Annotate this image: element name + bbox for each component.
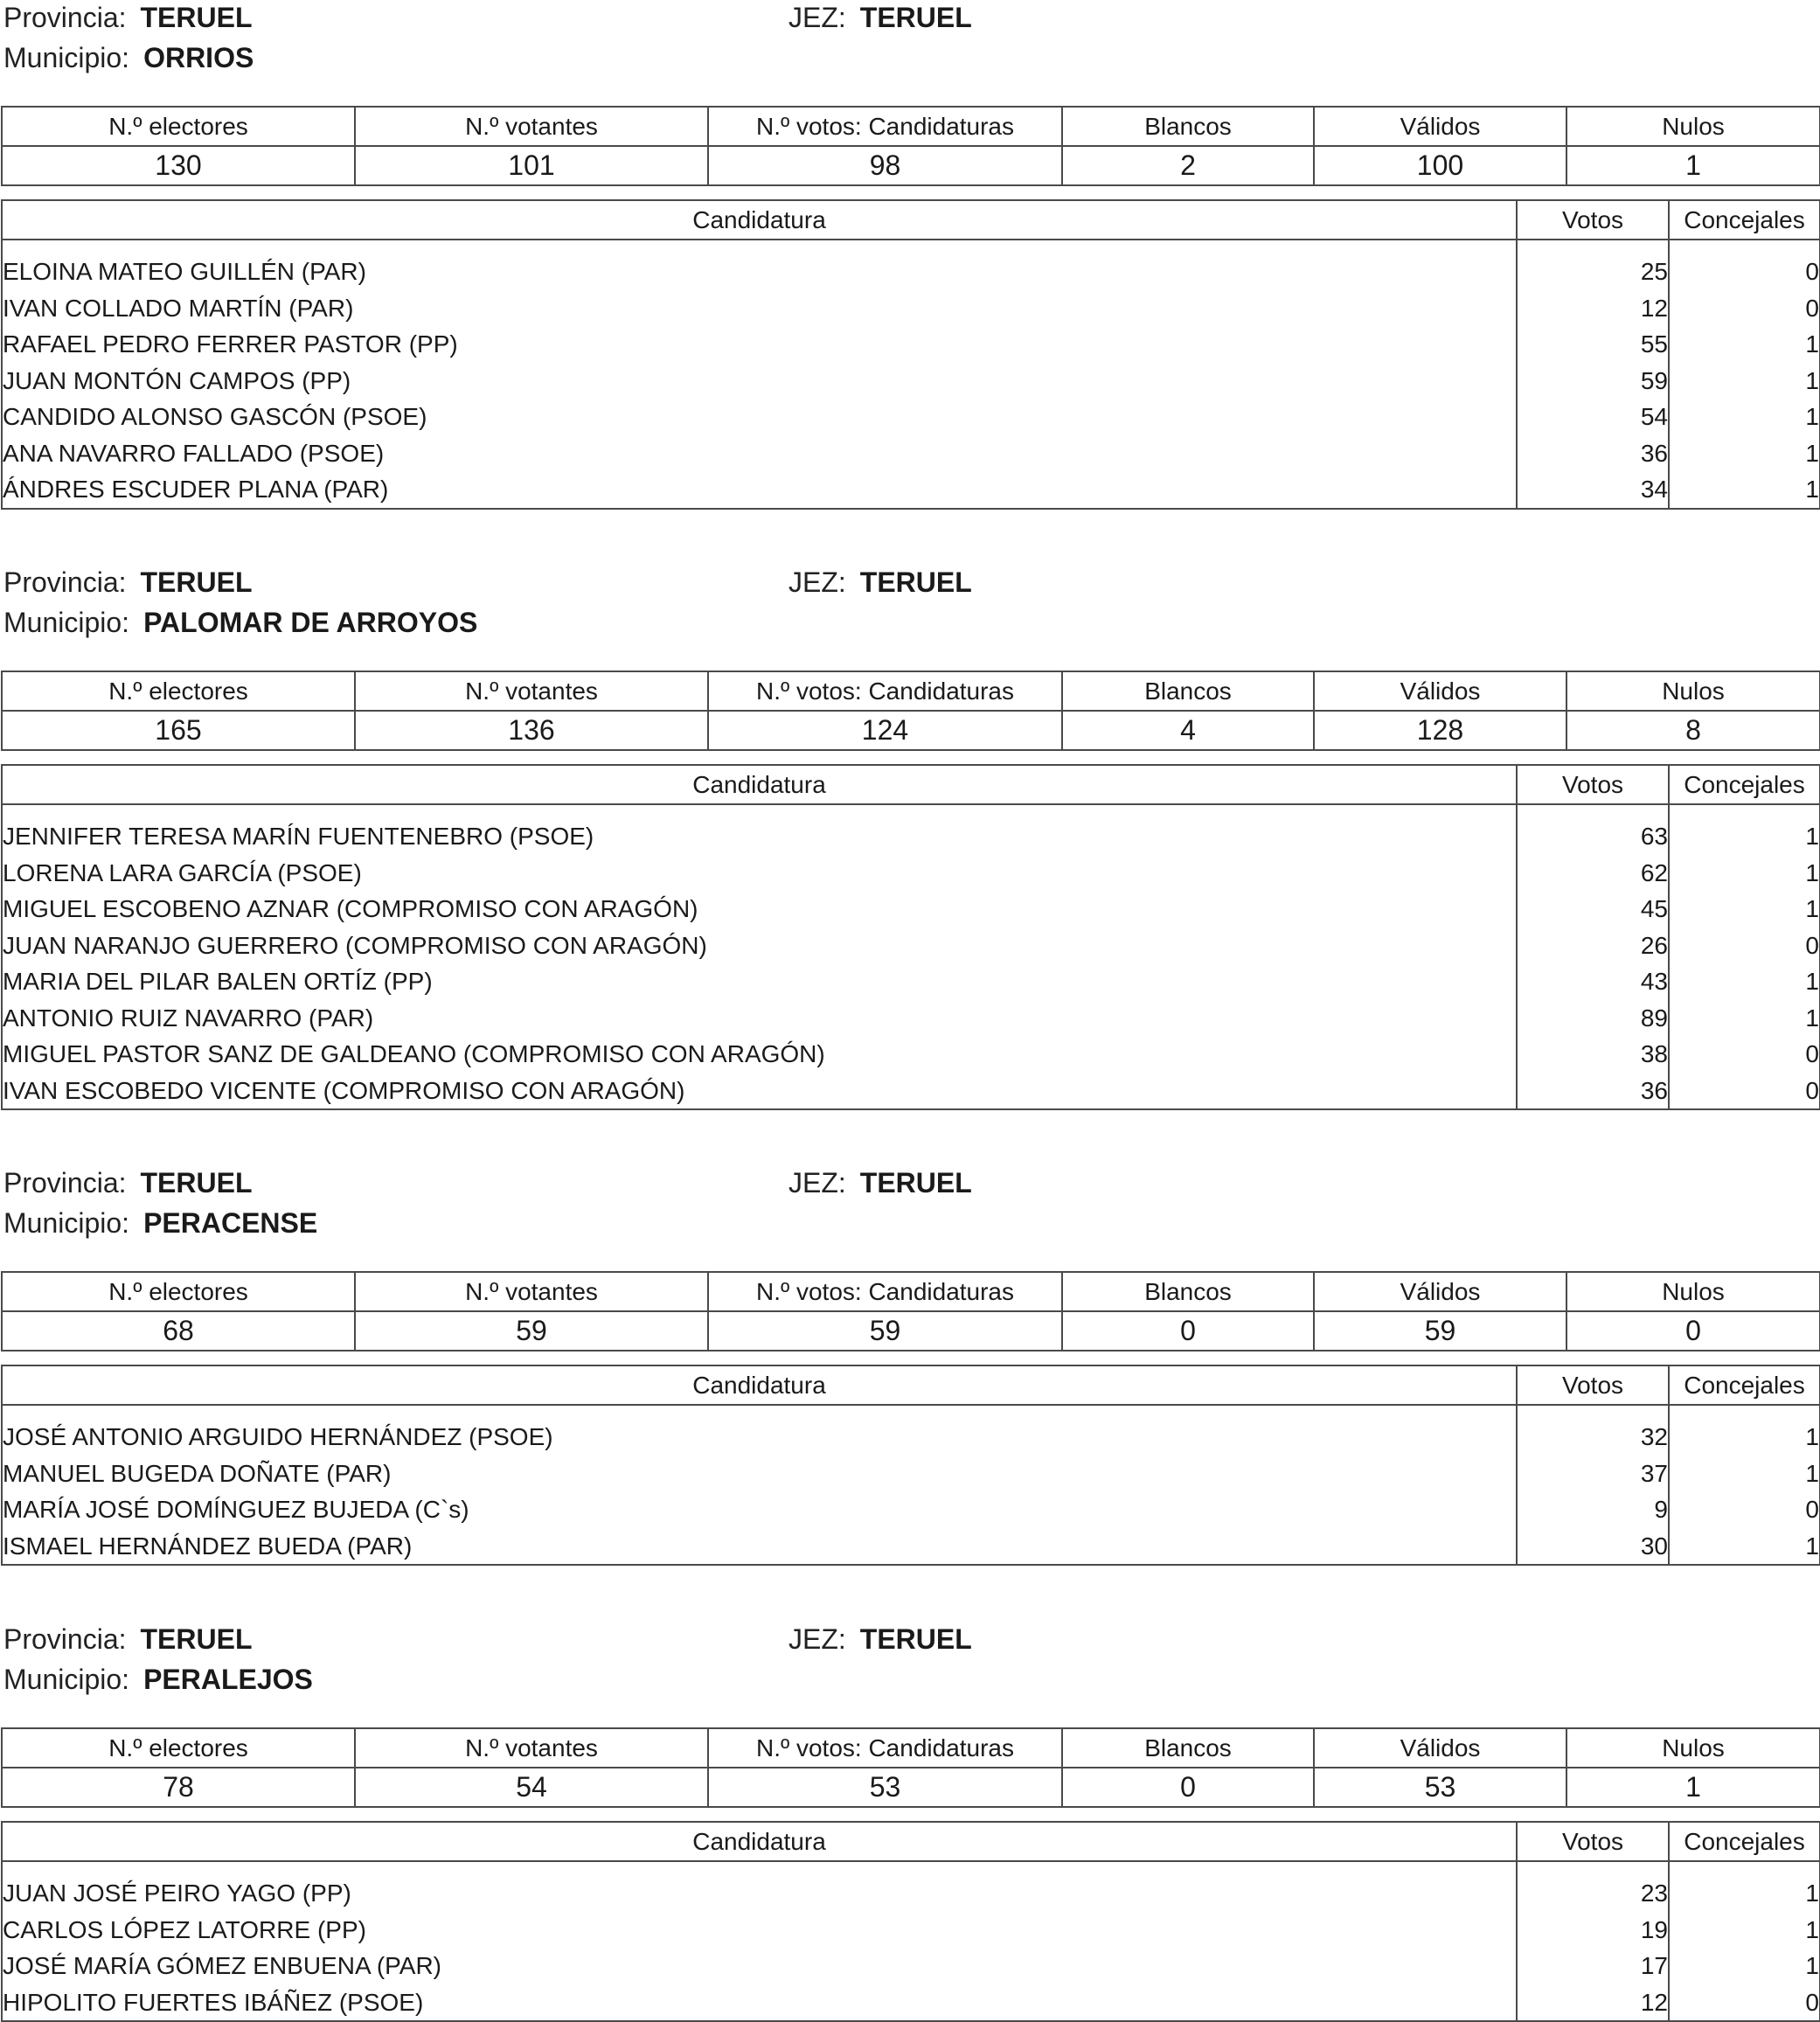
stats-header-nulos: Nulos	[1566, 1728, 1820, 1768]
candidato-row	[2, 1984, 1820, 2022]
candidato-row	[2, 1948, 1820, 1984]
candidato-votos: 12	[1517, 290, 1669, 327]
municipio-line	[3, 605, 477, 640]
candidato-concejales: 1	[1669, 963, 1820, 1000]
candidato-votos: 62	[1517, 855, 1669, 892]
candidato-concejales: 1	[1669, 363, 1820, 400]
candidato-concejales: 1	[1669, 326, 1820, 363]
stats-header-validos: Válidos	[1314, 107, 1566, 146]
candidato-concejales: 0	[1669, 1984, 1820, 2022]
provincia-label: Provincia:	[3, 566, 127, 598]
stats-table	[1, 671, 1820, 751]
stats-value-row	[2, 711, 1820, 750]
stats-nulos: 1	[1566, 146, 1820, 185]
candidato-nombre: MIGUEL ESCOBENO AZNAR (COMPROMISO CON ARAGÓN)	[3, 895, 698, 922]
municipio-value: PALOMAR DE ARROYOS	[143, 607, 478, 638]
jez-label: JEZ:	[788, 1167, 846, 1199]
candidato-concejales: 1	[1669, 855, 1820, 892]
candidato-concejales: 0	[1669, 1036, 1820, 1073]
candidato-row	[2, 1875, 1820, 1912]
municipio-line	[3, 1662, 313, 1697]
candidato-row	[2, 254, 1820, 290]
candidato-votos: 36	[1517, 1073, 1669, 1110]
candidatos-table	[1, 764, 1820, 1110]
stats-electores: 130	[2, 146, 355, 185]
candidato-concejales: 0	[1669, 1491, 1820, 1528]
candidatos-rows	[2, 818, 1820, 1109]
candidato-row	[2, 471, 1820, 509]
stats-nulos: 1	[1566, 1768, 1820, 1807]
candidato-concejales: 1	[1669, 399, 1820, 435]
candidato-concejales: 1	[1669, 1948, 1820, 1984]
header-concejales: Concejales	[1669, 765, 1820, 804]
municipio-line	[3, 1206, 317, 1240]
candidato-votos: 17	[1517, 1948, 1669, 1984]
candidato-row	[2, 290, 1820, 327]
candidato-nombre: JUAN JOSÉ PEIRO YAGO (PP)	[3, 1880, 351, 1907]
candidato-nombre: IVAN COLLADO MARTÍN (PAR)	[3, 294, 354, 322]
jez-line	[788, 1165, 972, 1200]
jez-line	[788, 565, 972, 600]
candidato-votos: 25	[1517, 254, 1669, 290]
header-votos: Votos	[1517, 200, 1669, 240]
candidato-nombre: ELOINA MATEO GUILLÉN (PAR)	[3, 258, 366, 285]
stats-header-votantes: N.º votantes	[355, 671, 708, 711]
stats-votantes: 54	[355, 1768, 708, 1807]
header-votos: Votos	[1517, 1822, 1669, 1861]
provincia-line	[3, 1622, 253, 1657]
candidato-nombre: ISMAEL HERNÁNDEZ BUEDA (PAR)	[3, 1532, 413, 1560]
provincia-line	[3, 565, 253, 600]
candidato-nombre: IVAN ESCOBEDO VICENTE (COMPROMISO CON ARAGÓN)	[3, 1076, 685, 1104]
candidato-votos: 38	[1517, 1036, 1669, 1073]
candidato-votos: 9	[1517, 1491, 1669, 1528]
stats-blancos: 4	[1062, 711, 1314, 750]
stats-blancos: 2	[1062, 146, 1314, 185]
candidato-votos: 36	[1517, 435, 1669, 472]
municipio-value: ORRIOS	[143, 42, 254, 73]
candidato-row	[2, 928, 1820, 964]
candidato-nombre: ANTONIO RUIZ NAVARRO (PAR)	[3, 1004, 374, 1032]
candidatos-table	[1, 1365, 1820, 1566]
candidato-nombre: HIPOLITO FUERTES IBÁÑEZ (PSOE)	[3, 1988, 424, 2016]
candidato-nombre: JUAN NARANJO GUERRERO (COMPROMISO CON ARAGÓN)	[3, 931, 707, 959]
stats-header-validos: Válidos	[1314, 1272, 1566, 1311]
stats-value-row	[2, 1311, 1820, 1351]
spacer-row	[2, 240, 1820, 254]
municipio-label: Municipio:	[3, 42, 130, 73]
stats-votos-candidaturas: 124	[708, 711, 1062, 750]
candidatos-header-row	[2, 765, 1820, 804]
candidato-nombre: MARIA DEL PILAR BALEN ORTÍZ (PP)	[3, 968, 433, 995]
header-candidatura: Candidatura	[2, 1365, 1517, 1405]
municipio-line	[3, 40, 254, 75]
stats-votantes: 136	[355, 711, 708, 750]
jez-value: TERUEL	[859, 1623, 972, 1655]
jez-line	[788, 0, 972, 35]
provincia-label: Provincia:	[3, 1623, 127, 1655]
candidato-votos: 37	[1517, 1456, 1669, 1492]
candidatos-table	[1, 1821, 1820, 2022]
candidatos-header-row	[2, 200, 1820, 240]
candidato-row	[2, 1073, 1820, 1110]
header-candidatura: Candidatura	[2, 200, 1517, 240]
municipio-label: Municipio:	[3, 1207, 130, 1239]
candidato-row	[2, 435, 1820, 472]
stats-header-blancos: Blancos	[1062, 1728, 1314, 1768]
candidato-row	[2, 1491, 1820, 1528]
stats-votos-candidaturas: 59	[708, 1311, 1062, 1351]
stats-header-electores: N.º electores	[2, 107, 355, 146]
candidato-concejales: 0	[1669, 254, 1820, 290]
header-concejales: Concejales	[1669, 1822, 1820, 1861]
candidato-votos: 12	[1517, 1984, 1669, 2022]
candidatos-header-row	[2, 1822, 1820, 1861]
stats-header-electores: N.º electores	[2, 1728, 355, 1768]
candidato-concejales: 0	[1669, 928, 1820, 964]
stats-header-votantes: N.º votantes	[355, 1272, 708, 1311]
candidato-nombre: JOSÉ ANTONIO ARGUIDO HERNÁNDEZ (PSOE)	[3, 1423, 553, 1450]
candidato-concejales: 1	[1669, 1528, 1820, 1566]
candidato-row	[2, 818, 1820, 855]
stats-validos: 53	[1314, 1768, 1566, 1807]
candidato-concejales: 1	[1669, 1419, 1820, 1456]
stats-header-row	[2, 107, 1820, 146]
candidato-votos: 45	[1517, 891, 1669, 928]
candidato-concejales: 1	[1669, 471, 1820, 509]
provincia-value: TERUEL	[140, 1623, 253, 1655]
candidato-votos: 30	[1517, 1528, 1669, 1566]
header-candidatura: Candidatura	[2, 1822, 1517, 1861]
candidato-concejales: 1	[1669, 1456, 1820, 1492]
provincia-value: TERUEL	[140, 2, 253, 33]
jez-line	[788, 1622, 972, 1657]
municipio-value: PERALEJOS	[143, 1664, 313, 1695]
stats-value-row	[2, 1768, 1820, 1807]
candidato-votos: 89	[1517, 1000, 1669, 1037]
candidatos-rows	[2, 1419, 1820, 1565]
stats-blancos: 0	[1062, 1311, 1314, 1351]
spacer-row	[2, 804, 1820, 818]
candidato-row	[2, 963, 1820, 1000]
stats-electores: 68	[2, 1311, 355, 1351]
stats-header-votantes: N.º votantes	[355, 1728, 708, 1768]
candidato-nombre: MIGUEL PASTOR SANZ DE GALDEANO (COMPROMISO CON ARAGÓN)	[3, 1040, 825, 1067]
provincia-label: Provincia:	[3, 1167, 127, 1199]
stats-validos: 128	[1314, 711, 1566, 750]
candidato-votos: 55	[1517, 326, 1669, 363]
candidato-votos: 43	[1517, 963, 1669, 1000]
candidatos-table	[1, 199, 1820, 510]
candidato-row	[2, 1000, 1820, 1037]
stats-validos: 59	[1314, 1311, 1566, 1351]
stats-header-blancos: Blancos	[1062, 107, 1314, 146]
jez-value: TERUEL	[859, 566, 972, 598]
candidato-row	[2, 1912, 1820, 1949]
candidato-nombre: JUAN MONTÓN CAMPOS (PP)	[3, 366, 351, 394]
stats-header-blancos: Blancos	[1062, 1272, 1314, 1311]
stats-header-votos-candidaturas: N.º votos: Candidaturas	[708, 107, 1062, 146]
stats-header-row	[2, 671, 1820, 711]
jez-label: JEZ:	[788, 566, 846, 598]
header-concejales: Concejales	[1669, 200, 1820, 240]
candidato-nombre: JOSÉ MARÍA GÓMEZ ENBUENA (PAR)	[3, 1952, 442, 1979]
candidato-votos: 23	[1517, 1875, 1669, 1912]
stats-header-row	[2, 1272, 1820, 1311]
jez-label: JEZ:	[788, 1623, 846, 1655]
candidato-row	[2, 1419, 1820, 1456]
candidato-concejales: 1	[1669, 1875, 1820, 1912]
candidato-concejales: 1	[1669, 435, 1820, 472]
candidato-votos: 59	[1517, 363, 1669, 400]
municipio-label: Municipio:	[3, 607, 130, 638]
header-votos: Votos	[1517, 765, 1669, 804]
candidato-nombre: CARLOS LÓPEZ LATORRE (PP)	[3, 1915, 366, 1943]
stats-header-votos-candidaturas: N.º votos: Candidaturas	[708, 1728, 1062, 1768]
candidato-votos: 19	[1517, 1912, 1669, 1949]
stats-electores: 78	[2, 1768, 355, 1807]
candidato-concejales: 1	[1669, 818, 1820, 855]
stats-nulos: 8	[1566, 711, 1820, 750]
candidato-row	[2, 1036, 1820, 1073]
candidato-nombre: RAFAEL PEDRO FERRER PASTOR (PP)	[3, 330, 458, 358]
stats-votos-candidaturas: 98	[708, 146, 1062, 185]
provincia-line	[3, 1165, 253, 1200]
stats-header-nulos: Nulos	[1566, 107, 1820, 146]
stats-header-blancos: Blancos	[1062, 671, 1314, 711]
header-votos: Votos	[1517, 1365, 1669, 1405]
stats-electores: 165	[2, 711, 355, 750]
stats-table	[1, 106, 1820, 186]
stats-header-nulos: Nulos	[1566, 1272, 1820, 1311]
stats-table	[1, 1727, 1820, 1808]
stats-value-row	[2, 146, 1820, 185]
provincia-line	[3, 0, 253, 35]
candidato-concejales: 0	[1669, 1073, 1820, 1110]
provincia-value: TERUEL	[140, 566, 253, 598]
candidato-votos: 63	[1517, 818, 1669, 855]
jez-value: TERUEL	[859, 1167, 972, 1199]
candidato-row	[2, 1456, 1820, 1492]
candidato-nombre: CANDIDO ALONSO GASCÓN (PSOE)	[3, 403, 427, 430]
stats-votos-candidaturas: 53	[708, 1768, 1062, 1807]
jez-label: JEZ:	[788, 2, 846, 33]
stats-header-votos-candidaturas: N.º votos: Candidaturas	[708, 1272, 1062, 1311]
candidato-nombre: ANA NAVARRO FALLADO (PSOE)	[3, 439, 385, 467]
candidato-votos: 54	[1517, 399, 1669, 435]
municipio-label: Municipio:	[3, 1664, 130, 1695]
candidatos-rows	[2, 254, 1820, 509]
candidato-nombre: JENNIFER TERESA MARÍN FUENTENEBRO (PSOE)	[3, 823, 594, 850]
stats-nulos: 0	[1566, 1311, 1820, 1351]
candidato-row	[2, 891, 1820, 928]
candidato-row	[2, 855, 1820, 892]
spacer-row	[2, 1861, 1820, 1875]
candidato-concejales: 0	[1669, 290, 1820, 327]
candidato-votos: 26	[1517, 928, 1669, 964]
stats-header-votos-candidaturas: N.º votos: Candidaturas	[708, 671, 1062, 711]
stats-header-validos: Válidos	[1314, 671, 1566, 711]
candidato-nombre: LORENA LARA GARCÍA (PSOE)	[3, 858, 362, 886]
candidato-nombre: MANUEL BUGEDA DOÑATE (PAR)	[3, 1459, 392, 1487]
candidato-votos: 34	[1517, 471, 1669, 509]
spacer-row	[2, 1405, 1820, 1419]
stats-votantes: 101	[355, 146, 708, 185]
candidato-concejales: 1	[1669, 891, 1820, 928]
candidatos-header-row	[2, 1365, 1820, 1405]
candidato-nombre: ÁNDRES ESCUDER PLANA (PAR)	[3, 476, 389, 503]
jez-value: TERUEL	[859, 2, 972, 33]
candidato-votos: 32	[1517, 1419, 1669, 1456]
provincia-value: TERUEL	[140, 1167, 253, 1199]
stats-blancos: 0	[1062, 1768, 1314, 1807]
candidatos-rows	[2, 1875, 1820, 2021]
candidato-row	[2, 363, 1820, 400]
stats-header-votantes: N.º votantes	[355, 107, 708, 146]
stats-header-electores: N.º electores	[2, 671, 355, 711]
header-concejales: Concejales	[1669, 1365, 1820, 1405]
candidato-row	[2, 326, 1820, 363]
candidato-row	[2, 1528, 1820, 1566]
header-candidatura: Candidatura	[2, 765, 1517, 804]
stats-header-row	[2, 1728, 1820, 1768]
stats-table	[1, 1271, 1820, 1351]
stats-header-nulos: Nulos	[1566, 671, 1820, 711]
candidato-row	[2, 399, 1820, 435]
stats-votantes: 59	[355, 1311, 708, 1351]
municipio-value: PERACENSE	[143, 1207, 318, 1239]
stats-validos: 100	[1314, 146, 1566, 185]
candidato-concejales: 1	[1669, 1000, 1820, 1037]
stats-header-electores: N.º electores	[2, 1272, 355, 1311]
candidato-concejales: 1	[1669, 1912, 1820, 1949]
provincia-label: Provincia:	[3, 2, 127, 33]
candidato-nombre: MARÍA JOSÉ DOMÍNGUEZ BUJEDA (C`s)	[3, 1496, 469, 1523]
stats-header-validos: Válidos	[1314, 1728, 1566, 1768]
